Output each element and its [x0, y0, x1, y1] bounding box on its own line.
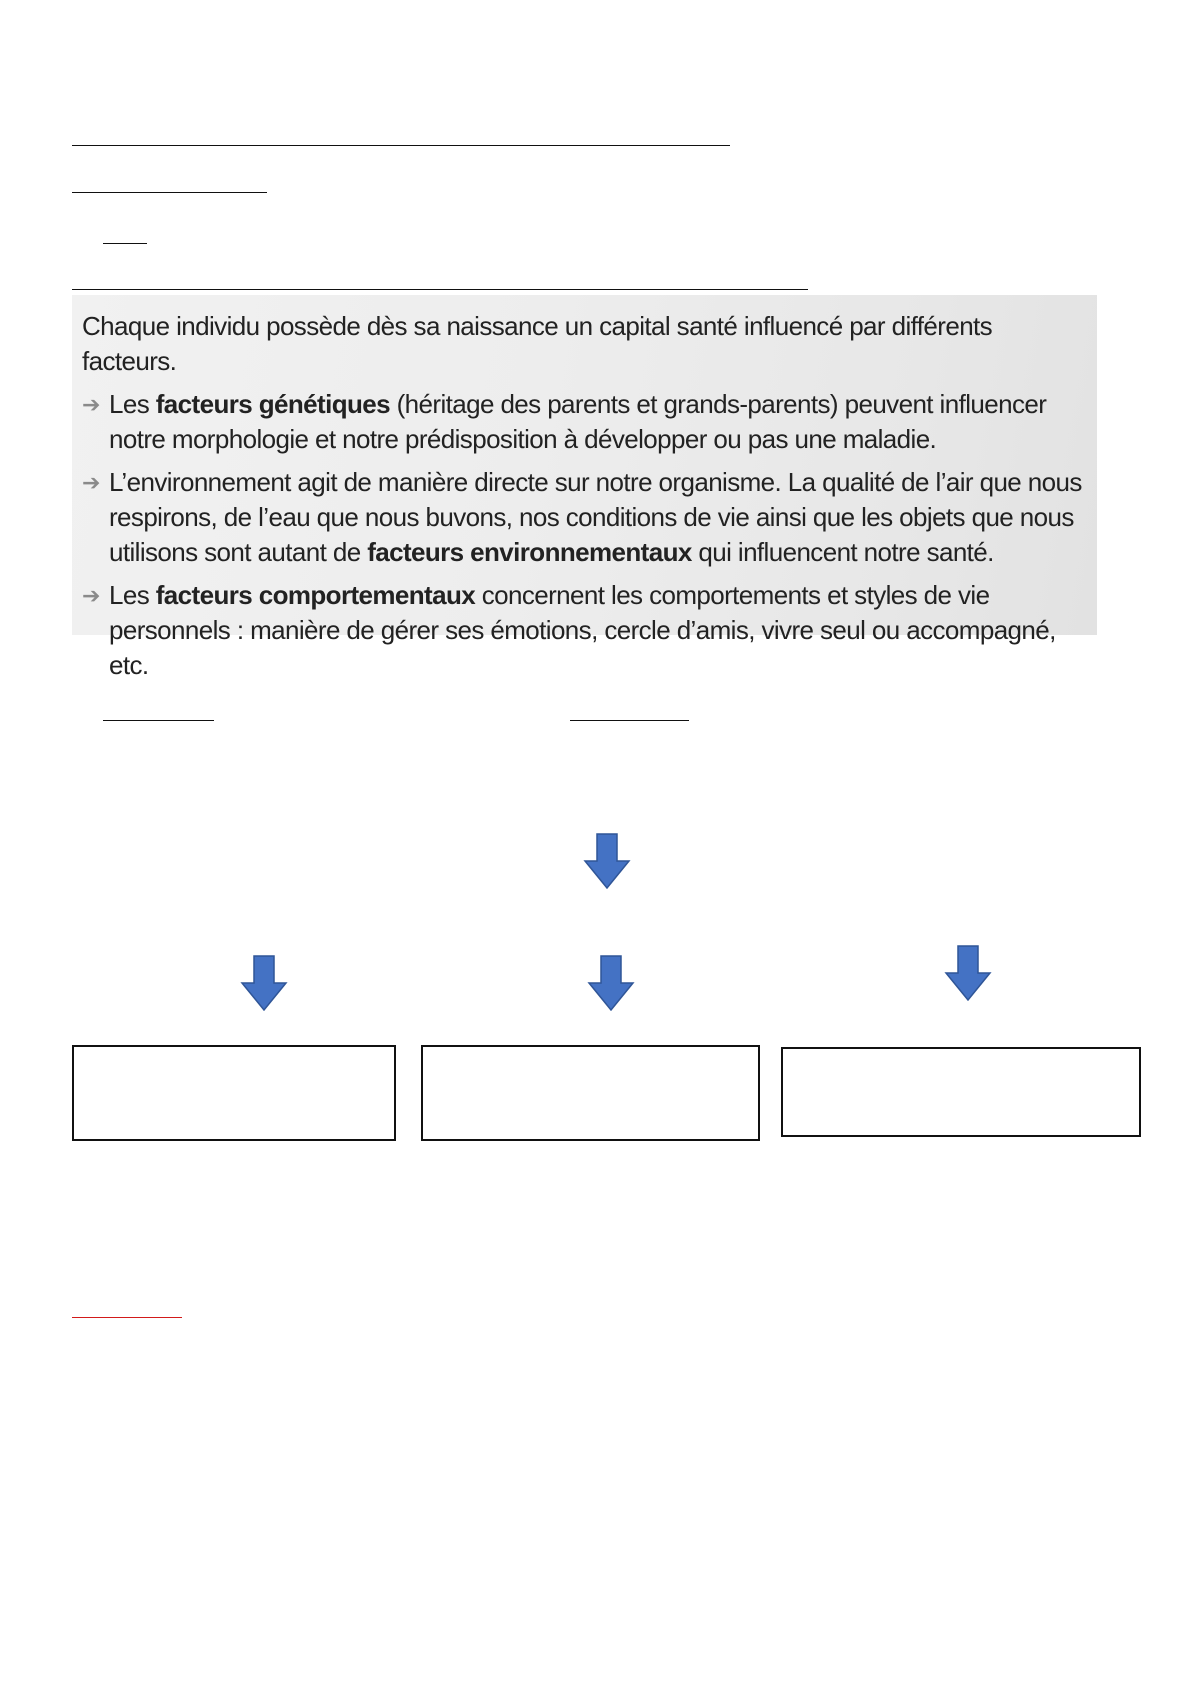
bullet-genetic-bold: facteurs génétiques [155, 389, 390, 419]
answer-box-center[interactable] [421, 1045, 760, 1141]
center-blank-line[interactable] [570, 720, 689, 721]
down-arrow-icon [944, 945, 992, 1001]
left-blank-line[interactable] [103, 720, 214, 721]
bullet-behaviour [82, 578, 1087, 683]
bullet-environment [82, 465, 1087, 570]
answer-box-left[interactable] [72, 1045, 396, 1141]
bullet-behaviour-bold: facteurs comportementaux [155, 580, 476, 610]
right-arrow-icon: ➔ [82, 392, 100, 417]
bullet-behaviour-post: concernent les comportements et styles de vie personnels : manière de gérer ses émotions, cercle d’amis, vivre seul ou accompagné, etc. [109, 580, 1056, 680]
down-arrow-icon [587, 955, 635, 1011]
down-arrow-icon [240, 955, 288, 1011]
down-arrow-icon [583, 833, 631, 889]
bullet-environment-pre: L’environnement agit de manière directe sur notre organisme. La qualité de l’air que nous respirons, de l’eau que nous buvons, nos conditions de vie ainsi que les objets que nous utilisons sont autant de [109, 467, 1082, 567]
heading-blank-line[interactable] [72, 289, 808, 290]
red-blank-line[interactable] [72, 1317, 182, 1318]
intro-text: Chaque individu possède dès sa naissance un capital santé influencé par différents facteurs. [82, 311, 993, 376]
textbook-excerpt [72, 295, 1097, 680]
right-arrow-icon: ➔ [82, 583, 100, 608]
bullet-genetic-pre: Les [109, 389, 156, 419]
bullet-behaviour-pre: Les [109, 580, 156, 610]
bullet-environment-post: qui influencent notre santé. [691, 537, 994, 567]
subtitle-blank-line[interactable] [72, 192, 267, 193]
bullet-genetic-post: (héritage des parents et grands-parents) peuvent influencer notre morphologie et notre prédisposition à développer ou pas une maladie. [109, 389, 1047, 454]
bullet-environment-bold: facteurs environnementaux [367, 537, 692, 567]
short-blank-line[interactable] [103, 243, 147, 244]
bullet-genetic [82, 387, 1087, 457]
right-arrow-icon: ➔ [82, 470, 100, 495]
title-blank-line[interactable] [72, 145, 730, 146]
answer-box-right[interactable] [781, 1047, 1141, 1137]
